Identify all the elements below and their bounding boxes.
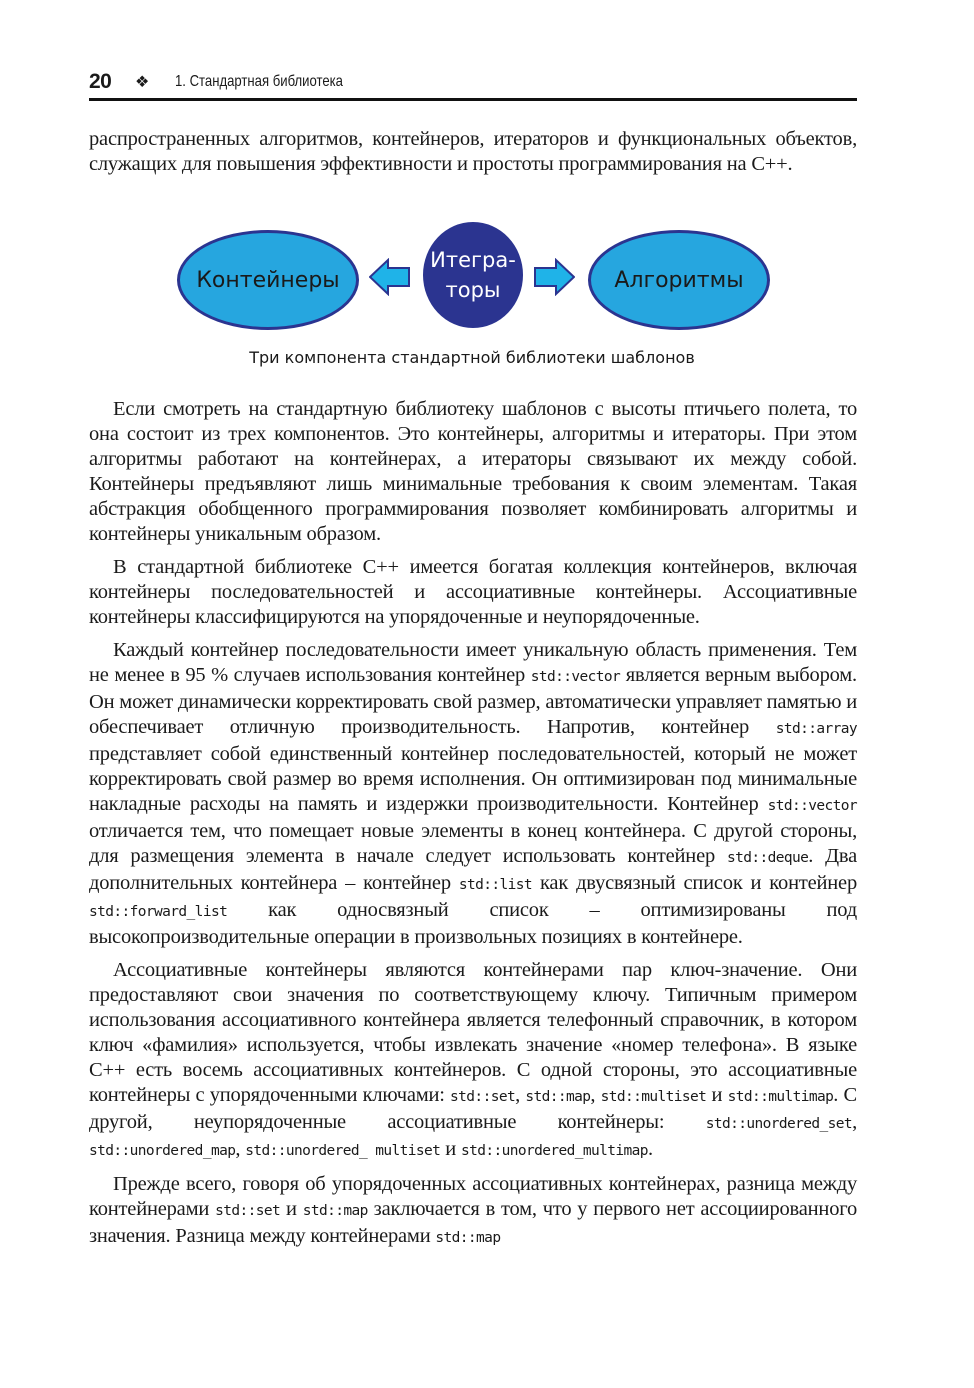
paragraph-2: В стандартной библиотеке С++ имеется богатая коллекция контейнеров, включая контейнеры последовательностей и ассоциативные контейнеры. Ассоциативные контейнеры классифицируются на упорядоченные и неупорядоченные. [89, 556, 857, 628]
main-text [89, 397, 857, 1259]
text-run: , [235, 1138, 246, 1160]
text-run: Каждый контейнер последовательности имеет уникальную область применения. Тем не менее в 95 % случаев использования контейнер [89, 639, 857, 686]
code-std-unordered-map: std::unordered_map [89, 1143, 236, 1159]
arrow-right-icon [533, 258, 575, 296]
text-run: , [590, 1084, 601, 1106]
text-run: и [280, 1198, 303, 1220]
paragraph-3 [89, 638, 857, 950]
text-run: , [852, 1111, 857, 1133]
text-run: как двусвязный список и контейнер [532, 872, 857, 894]
text-run: заключается в том, что у первого нет ассоциированного значения. Разница между контейнерами [89, 1198, 858, 1247]
containers-node [177, 230, 359, 330]
code-std-deque: std::deque [726, 850, 809, 866]
iterators-label-line2: торы [445, 278, 501, 302]
code-std-unordered-multimap: std::unordered_multimap [460, 1143, 648, 1159]
intro-text [89, 127, 857, 185]
running-title: 1. Стандартная библиотека [175, 73, 343, 90]
code-std-forward-list: std::forward_list [89, 904, 228, 920]
text-run: Ассоциативные контейнеры являются контейнерами пар ключ-значение. Они предоставляют свои значения по соответствующему ключу. Типичным примером использования ассоциативного контейнера является телефонный справочник, в котором ключ «фамилия» используется, чтобы извлекать значение «номер телефона». В языке С++ есть восемь ассоциативных контейнеров. С одной стороны, это ассоциативные контейнеры с упорядоченными ключами: [89, 959, 857, 1106]
code-std-unordered-set: std::unordered_set [705, 1116, 853, 1132]
page-number: 20 [89, 70, 112, 93]
stl-components-diagram [0, 218, 974, 378]
iterators-label-line1: Итегра- [430, 248, 516, 272]
text-run: Прежде всего, говоря об упорядоченных ассоциативных контейнерах, разница между контейнерами [89, 1173, 857, 1220]
algorithms-node [588, 230, 770, 330]
containers-label: Контейнеры [196, 267, 340, 293]
page-header [89, 68, 857, 101]
text-run: отличается тем, что помещает новые элементы в конец контейнера. С другой стороны, для размещения элемента в начале следует использовать контейнер [89, 820, 857, 867]
code-std-list: std::list [458, 877, 533, 893]
text-run: . Два дополнительных контейнера – контейнер [89, 845, 857, 894]
code-std-set: std::set [215, 1203, 281, 1219]
code-std-unordered-multiset: std::unordered_ multiset [245, 1143, 441, 1159]
code-std-map: std::map [302, 1203, 368, 1219]
code-std-multimap: std::multimap [727, 1089, 834, 1105]
text-run: . С другой, неупорядоченные ассоциативные контейнеры: [89, 1084, 857, 1133]
iterators-node [423, 222, 523, 328]
code-std-vector: std::vector [530, 669, 621, 685]
code-std-vector: std::vector [767, 798, 857, 814]
paragraph-4 [89, 958, 857, 1164]
text-run: и [440, 1138, 461, 1160]
figure-caption: Три компонента стандартной библиотеки шаблонов [249, 348, 695, 367]
code-std-array: std::array [775, 721, 857, 737]
code-std-map: std::map [435, 1230, 501, 1246]
algorithms-label: Алгоритмы [614, 267, 744, 293]
text-run: является верным выбором. Он может динамически корректировать свой размер, автоматически управляет памятью и обеспечивает отличную производительность. Напротив, контейнер [89, 664, 858, 738]
text-run: и [706, 1084, 728, 1106]
text-run: , [515, 1084, 526, 1106]
paragraph-5 [89, 1172, 857, 1251]
paragraph-1: Если смотреть на стандартную библиотеку шаблонов с высоты птичьего полета, то она состоит из трех компонентов. Это контейнеры, алгоритмы и итераторы. При этом алгоритмы работают на контейнерах, а итераторы связывают их между собой. Контейнеры предъявляют лишь минимальные требования к своим элементам. Такая абстракция обобщенного программирования позволяет комбинировать алгоритмы и контейнеры уникальным образом. [89, 398, 857, 545]
ornament-icon: ❖ [135, 74, 150, 91]
code-std-multiset: std::multiset [600, 1089, 707, 1105]
arrow-left-icon [369, 258, 411, 296]
text-run: представляет собой единственный контейнер последовательностей, который не может корректировать свой размер во время исполнения. Он оптимизирован под минимальные накладные расходы на память и издержки производительности. Контейнер [89, 743, 857, 815]
text-run: как односвязный список – оптимизированы под высокопроизводительные операции в произвольных позициях в контейнере. [89, 899, 857, 948]
code-std-set: std::set [450, 1089, 516, 1105]
code-std-map: std::map [525, 1089, 591, 1105]
text-run: . [647, 1138, 653, 1160]
intro-paragraph: распространенных алгоритмов, контейнеров, итераторов и функциональных объектов, служащих для повышения эффективности и простоты программирования на С++. [89, 128, 857, 175]
